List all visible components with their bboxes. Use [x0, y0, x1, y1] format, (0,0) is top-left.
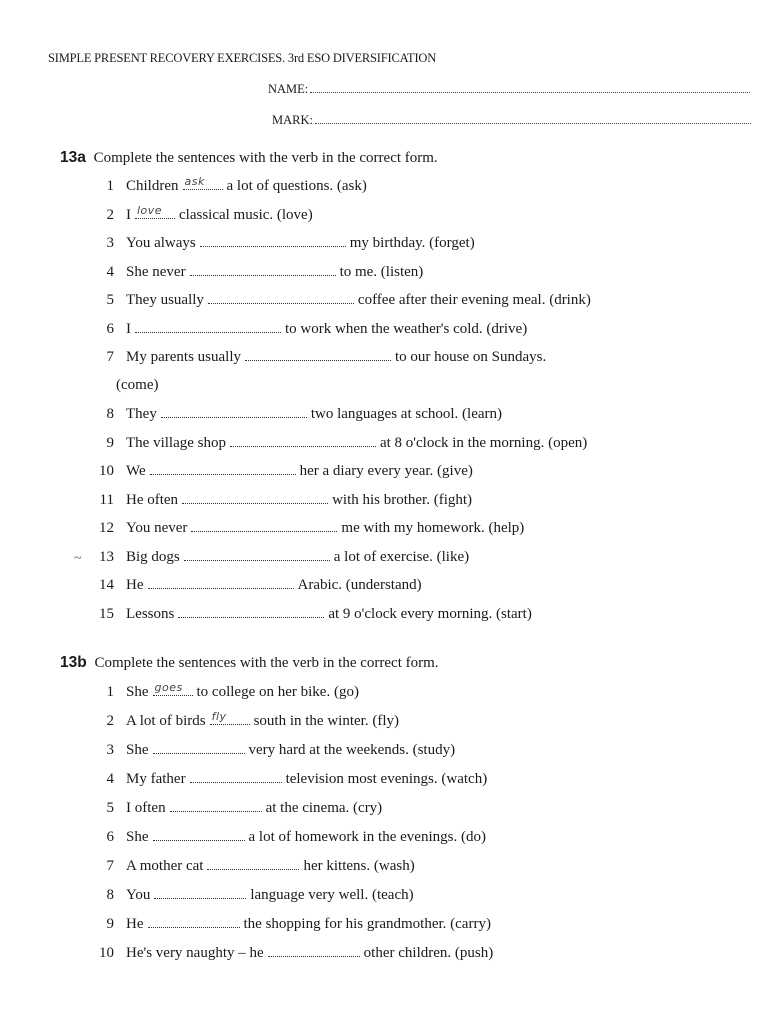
- name-blank[interactable]: [310, 82, 750, 93]
- item-text-after: other children. (push): [363, 945, 494, 961]
- item-text-before: They: [126, 406, 157, 422]
- item-number: 3: [106, 235, 114, 251]
- item-number: 12: [99, 520, 114, 536]
- exercise-item: [88, 857, 415, 875]
- item-continuation: (come): [116, 376, 159, 393]
- item-text-after: television most evenings. (watch): [285, 771, 488, 787]
- item-text-before: You always: [126, 235, 196, 251]
- exercise-item: [88, 234, 475, 252]
- exercise-item: [88, 886, 414, 904]
- item-text-before: They usually: [126, 292, 204, 308]
- exercise-item: [88, 203, 313, 224]
- item-text-before: The village shop: [126, 434, 226, 451]
- exercise-item: [88, 741, 455, 759]
- exercise-item: [88, 944, 493, 962]
- item-number: 7: [106, 858, 114, 874]
- answer-blank[interactable]: [245, 348, 391, 361]
- handwritten-answer: goes: [154, 681, 183, 694]
- answer-blank[interactable]: [184, 548, 330, 561]
- item-text-before: A lot of birds: [126, 713, 206, 729]
- item-text-before: Children: [126, 178, 179, 194]
- section-13b-number: 13b: [60, 654, 87, 671]
- answer-blank[interactable]: [207, 857, 299, 870]
- answer-blank[interactable]: [170, 799, 262, 812]
- exercise-item: [88, 799, 382, 817]
- answer-blank[interactable]: [230, 434, 376, 447]
- worksheet-title: SIMPLE PRESENT RECOVERY EXERCISES. 3rd ESO DIVERSIFICATION: [48, 51, 437, 65]
- item-text-before: He: [126, 577, 144, 593]
- item-text-after: with his brother. (fight): [332, 491, 473, 508]
- item-text-before: You: [126, 887, 151, 903]
- answer-blank[interactable]: [161, 405, 307, 418]
- item-text-after: her a diary every year. (give): [299, 463, 473, 479]
- section-13b-instruction: Complete the sentences with the verb in the correct form.: [94, 655, 439, 671]
- item-number: 8: [106, 406, 114, 422]
- item-text-before: She: [126, 684, 149, 700]
- item-text-after: to our house on Sundays.: [394, 349, 547, 365]
- item-text-after: her kittens. (wash): [303, 858, 415, 874]
- exercise-item: [88, 712, 399, 730]
- item-number: 8: [106, 887, 114, 903]
- item-text-after: south in the winter. (fly): [253, 713, 399, 729]
- item-text-before: He often: [126, 491, 179, 508]
- item-text-before: A mother cat: [126, 858, 204, 874]
- item-number: 13: [99, 548, 114, 565]
- item-number: 15: [99, 605, 114, 622]
- item-number: 6: [106, 829, 114, 845]
- item-text-before: You never: [126, 520, 188, 536]
- item-text-before: My father: [126, 771, 186, 787]
- item-text-after: classical music. (love): [179, 206, 313, 223]
- item-number: 1: [106, 684, 114, 700]
- name-field[interactable]: [268, 82, 750, 97]
- answer-blank[interactable]: [182, 491, 328, 504]
- item-text-before: She: [126, 829, 149, 845]
- item-text-before: I often: [126, 800, 166, 816]
- item-number: 1: [106, 178, 114, 194]
- answer-blank[interactable]: [191, 519, 337, 532]
- exercise-item: [88, 828, 486, 846]
- item-number: 2: [106, 206, 114, 223]
- mark-field[interactable]: [272, 113, 751, 128]
- item-text-after: at 8 o'clock in the morning. (open): [379, 434, 588, 451]
- answer-blank[interactable]: [183, 177, 223, 190]
- item-number: 6: [106, 320, 114, 337]
- answer-blank[interactable]: [135, 320, 281, 333]
- item-number: 4: [106, 263, 114, 280]
- item-number: 4: [106, 771, 114, 787]
- answer-blank[interactable]: [148, 576, 294, 589]
- item-text-before: I: [126, 206, 131, 223]
- section-13a-heading: [60, 149, 438, 167]
- handwritten-answer: fly: [211, 710, 227, 723]
- item-text-before: He: [126, 916, 144, 932]
- mark-label: MARK:: [272, 113, 313, 127]
- handwritten-answer: love: [137, 203, 163, 217]
- item-number: 5: [106, 292, 114, 308]
- exercise-item: [88, 177, 367, 195]
- item-number: 2: [106, 713, 114, 729]
- answer-blank[interactable]: [154, 886, 246, 899]
- answer-blank[interactable]: [200, 234, 346, 247]
- item-text-after: me with my homework. (help): [341, 520, 525, 536]
- section-13a-instruction: Complete the sentences with the verb in the correct form.: [93, 150, 438, 166]
- item-number: 3: [106, 742, 114, 758]
- margin-tick-mark: ~: [74, 551, 82, 566]
- item-text-after: to work when the weather's cold. (drive): [285, 320, 528, 337]
- item-text-before: He's very naughty – he: [126, 945, 264, 961]
- exercise-item: [88, 683, 359, 701]
- exercise-item: [88, 519, 524, 537]
- item-text-after: the shopping for his grandmother. (carry): [243, 916, 491, 932]
- item-text-after: at the cinema. (cry): [265, 800, 383, 816]
- exercise-item: [88, 434, 587, 452]
- item-text-after: Arabic. (understand): [297, 577, 422, 593]
- exercise-item: [88, 263, 423, 281]
- section-13b-heading: [60, 654, 439, 672]
- item-text-before: Lessons: [126, 605, 175, 622]
- answer-blank[interactable]: [208, 291, 354, 304]
- name-label: NAME:: [268, 82, 309, 96]
- item-number: 5: [106, 800, 114, 816]
- item-text-after: a lot of questions. (ask): [226, 178, 367, 194]
- mark-blank[interactable]: [315, 113, 751, 124]
- item-text-after: a lot of homework in the evenings. (do): [248, 829, 486, 845]
- item-text-before: She never: [126, 263, 186, 280]
- item-text-after: very hard at the weekends. (study): [248, 742, 456, 758]
- answer-blank[interactable]: [190, 770, 282, 783]
- item-text-after: to me. (listen): [339, 263, 424, 280]
- item-number: 10: [99, 945, 114, 961]
- answer-blank[interactable]: [148, 915, 240, 928]
- item-text-before: We: [126, 463, 146, 479]
- answer-blank[interactable]: [135, 203, 175, 219]
- item-text-before: I: [126, 320, 131, 337]
- answer-blank[interactable]: [153, 828, 245, 841]
- handwritten-answer: ask: [184, 175, 205, 188]
- answer-blank[interactable]: [153, 741, 245, 754]
- item-text-after: at 9 o'clock every morning. (start): [328, 605, 532, 622]
- item-text-before: Big dogs: [126, 548, 180, 565]
- item-number: 9: [106, 434, 114, 451]
- exercise-item: [88, 770, 487, 788]
- item-text-after: coffee after their evening meal. (drink): [357, 292, 591, 308]
- exercise-item: [88, 320, 527, 338]
- exercise-item: [88, 605, 532, 623]
- answer-blank[interactable]: [153, 683, 193, 696]
- item-number: 10: [99, 463, 114, 479]
- item-number: 9: [106, 916, 114, 932]
- item-text-before: My parents usually: [126, 349, 241, 365]
- section-13a-number: 13a: [60, 149, 86, 166]
- answer-blank[interactable]: [190, 263, 336, 276]
- exercise-item: [88, 548, 469, 566]
- exercise-item: [88, 405, 502, 423]
- item-number: 7: [106, 349, 114, 365]
- answer-blank[interactable]: [210, 712, 250, 725]
- exercise-item: [88, 491, 472, 509]
- exercise-item: [88, 291, 591, 309]
- item-text-after: to college on her bike. (go): [196, 684, 359, 700]
- exercise-item: [88, 576, 422, 594]
- item-text-before: She: [126, 742, 149, 758]
- item-text-after: a lot of exercise. (like): [333, 548, 470, 565]
- exercise-item: [88, 915, 491, 933]
- item-text-after: language very well. (teach): [250, 887, 414, 903]
- answer-blank[interactable]: [150, 462, 296, 475]
- exercise-item: [88, 348, 546, 366]
- item-text-after: my birthday. (forget): [349, 235, 475, 251]
- item-text-after: two languages at school. (learn): [310, 406, 503, 422]
- item-number: 14: [99, 577, 114, 593]
- exercise-item: [88, 462, 473, 480]
- answer-blank[interactable]: [268, 944, 360, 957]
- answer-blank[interactable]: [178, 605, 324, 618]
- item-number: 11: [99, 491, 114, 508]
